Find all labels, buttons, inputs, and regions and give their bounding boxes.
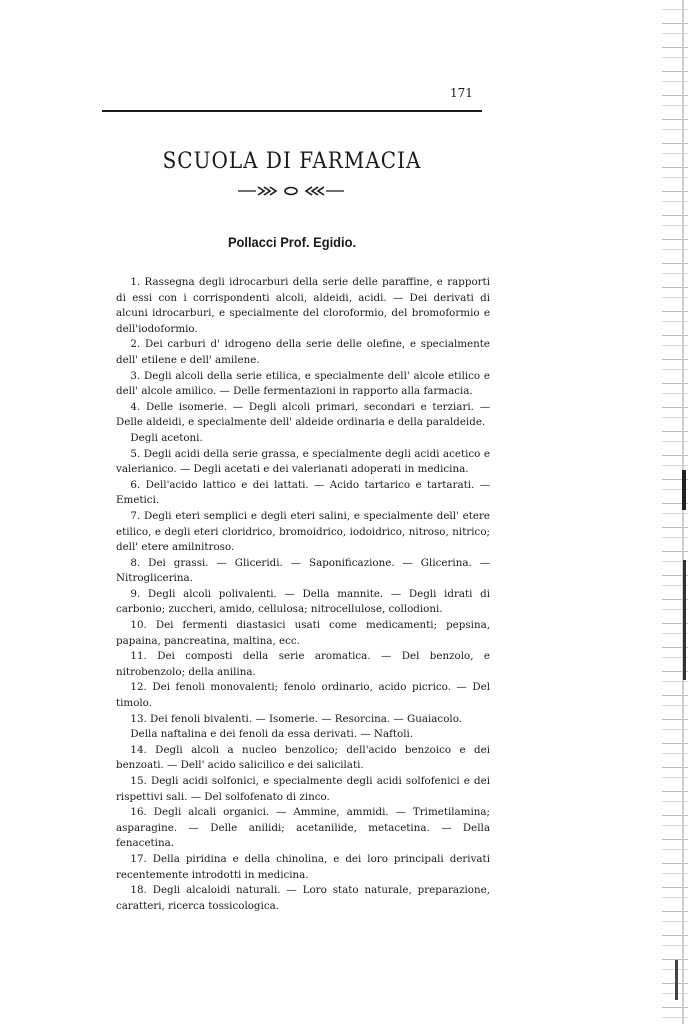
syllabus-item: 11. Dei composti della serie aromatica. — Del benzolo, e nitrobenzolo; della anilina.: [116, 650, 490, 678]
page-edge-line: [682, 0, 684, 1024]
syllabus-item: 17. Della piridina e della chinolina, e dei loro principali derivati recentemente introdotti in medicina.: [116, 852, 490, 881]
syllabus-item: 6. Dell'acido lattico e dei lattati. — Acido tartarico e tartarati. — Emetici.: [116, 478, 490, 507]
syllabus-item: 4. Delle isomerie. — Degli alcoli primari, secondari e terziari. — Delle aldeidi, e specialmente dell' aldeide ordinaria e della paraldeide.: [116, 400, 490, 429]
syllabus-item: Della naftalina e dei fenoli da essa derivati. — Naftoli.: [130, 728, 414, 741]
edge-mark: [675, 960, 678, 1000]
page-edge: [662, 0, 688, 1024]
syllabus-item: 8. Dei grassi. — Gliceridi. — Saponificazione. — Glicerina. — Nitroglicerina.: [116, 556, 490, 585]
syllabus-item: 14. Degli alcoli a nucleo benzolico; dell'acido benzoico e dei benzoati. — Dell' acido salicilico e dei salicilati.: [116, 743, 490, 772]
edge-mark: [683, 560, 686, 680]
syllabus-item: 16. Degli alcali organici. — Ammine, ammidi. — Trimetilamina; asparagine. — Delle anilidi; acetanilide, metacetina. — Della fenacetina.: [116, 806, 490, 850]
page-number: 171: [450, 86, 473, 100]
syllabus-item: 10. Dei fermenti diastasici usati come medicamenti; pepsina, papaina, pancreatina, maltina, ecc.: [116, 619, 490, 647]
syllabus-item: Degli acetoni.: [130, 431, 203, 444]
author-heading: Pollacci Prof. Egidio.: [227, 234, 357, 250]
syllabus-item: 13. Dei fenoli bivalenti. — Isomerie. — Resorcina. — Guaiacolo.: [130, 712, 462, 725]
syllabus-item: 9. Degli alcoli polivalenti. — Della mannite. — Degli idrati di carbonio; zuccheri, amido, cellulosa; nitrocellulose, collodioni.: [116, 587, 490, 616]
syllabus-item: 3. Degli alcoli della serie etilica, e specialmente dell' alcole etilico e dell' alcole amilico. — Delle fermentazioni in rapporto alla farmacia.: [116, 369, 490, 398]
page-title: SCUOLA DI FARMACIA: [162, 146, 422, 174]
edge-mark: [682, 470, 686, 510]
header-rule: [102, 110, 482, 112]
syllabus-item: 7. Degli eteri semplici e degli eteri salini, e specialmente dell' etere etilico, e degli eteri cloridrico, bromoidrico, iodoidrico, nitroso, nitrico; dell' etere amilnitroso.: [116, 509, 490, 554]
syllabus-item: 2. Dei carburi d' idrogeno della serie delle olefine, e specialmente dell' etilene e dell' amilene.: [116, 338, 490, 366]
ornament-divider: [238, 186, 344, 196]
syllabus-item: 1. Rassegna degli idrocarburi della serie delle paraffine, e rapporti di essi con i corrispondenti alcoli, aldeidi, acidi. — Dei derivati di alcuni idrocarburi, e specialmente del cloroformio, del bromoformio e dell'iodoformio.: [116, 276, 490, 335]
syllabus-body: [116, 275, 490, 914]
syllabus-item: 15. Degli acidi solfonici, e specialmente degli acidi solfofenici e dei rispettivi sali. — Del solfofenato di zinco.: [116, 775, 490, 803]
syllabus-item: 12. Dei fenoli monovalenti; fenolo ordinario, acido picrico. — Del timolo.: [116, 681, 490, 710]
syllabus-item: 5. Degli acidi della serie grassa, e specialmente degli acidi acetico e valerianico. — Degli acetati e dei valerianati adoperati in medicina.: [116, 447, 490, 476]
syllabus-item: 18. Degli alcaloidi naturali. — Loro stato naturale, preparazione, caratteri, ricerca tossicologica.: [116, 884, 490, 912]
